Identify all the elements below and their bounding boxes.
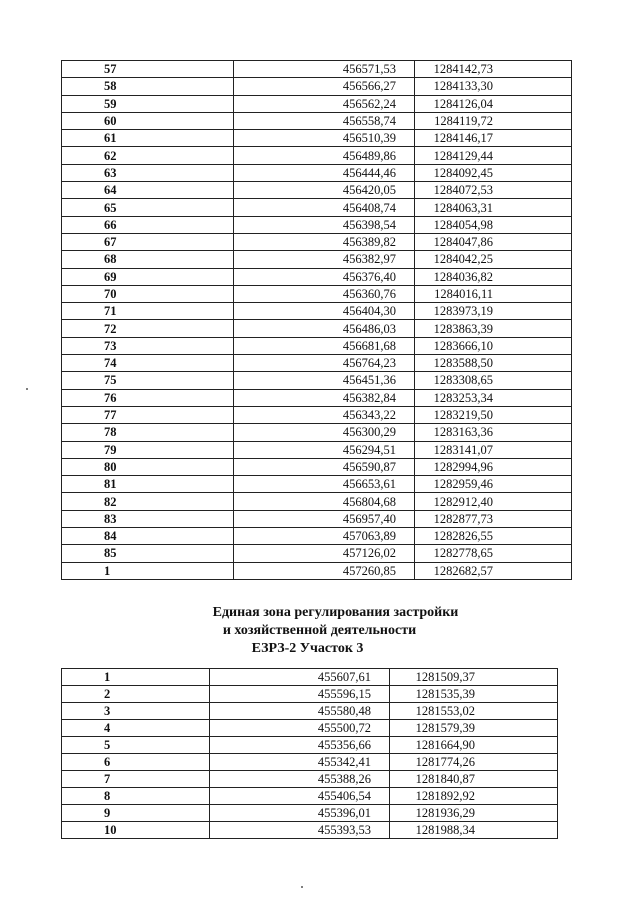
coordinates-table-2 [61, 668, 558, 839]
point-number-cell: 9 [62, 805, 210, 822]
x-coordinate-cell: 455393,53 [210, 822, 390, 839]
point-number-cell: 76 [62, 389, 234, 406]
y-coordinate-cell: 1283141,07 [415, 441, 572, 458]
point-number-cell: 72 [62, 320, 234, 337]
table-row [62, 805, 558, 822]
y-coordinate-cell: 1284016,11 [415, 285, 572, 302]
point-number-cell: 79 [62, 441, 234, 458]
table-row [62, 233, 572, 250]
section-heading-line-1: Единая зона регулирования застройки [212, 605, 459, 620]
coordinates-table-2-body [62, 669, 558, 839]
x-coordinate-cell: 457126,02 [234, 545, 415, 562]
table-row [62, 476, 572, 493]
x-coordinate-cell: 456558,74 [234, 112, 415, 129]
table-row [62, 372, 572, 389]
point-number-cell: 67 [62, 233, 234, 250]
y-coordinate-cell: 1283163,36 [415, 424, 572, 441]
y-coordinate-cell: 1282682,57 [415, 562, 572, 579]
point-number-cell: 82 [62, 493, 234, 510]
table-row [62, 389, 572, 406]
y-coordinate-cell: 1282826,55 [415, 528, 572, 545]
point-number-cell: 61 [62, 130, 234, 147]
table-row [62, 822, 558, 839]
point-number-cell: 58 [62, 78, 234, 95]
point-number-cell: 84 [62, 528, 234, 545]
x-coordinate-cell: 456562,24 [234, 95, 415, 112]
y-coordinate-cell: 1283973,19 [415, 303, 572, 320]
y-coordinate-cell: 1282994,96 [415, 458, 572, 475]
point-number-cell: 6 [62, 754, 210, 771]
x-coordinate-cell: 456653,61 [234, 476, 415, 493]
x-coordinate-cell: 456510,39 [234, 130, 415, 147]
point-number-cell: 80 [62, 458, 234, 475]
point-number-cell: 1 [62, 669, 210, 686]
point-number-cell: 74 [62, 355, 234, 372]
x-coordinate-cell: 456300,29 [234, 424, 415, 441]
x-coordinate-cell: 456343,22 [234, 406, 415, 423]
x-coordinate-cell: 456408,74 [234, 199, 415, 216]
y-coordinate-cell: 1281936,29 [390, 805, 558, 822]
table-row [62, 424, 572, 441]
y-coordinate-cell: 1283666,10 [415, 337, 572, 354]
y-coordinate-cell: 1283588,50 [415, 355, 572, 372]
y-coordinate-cell: 1284126,04 [415, 95, 572, 112]
table-row [62, 720, 558, 737]
y-coordinate-cell: 1283219,50 [415, 406, 572, 423]
point-number-cell: 81 [62, 476, 234, 493]
table-row [62, 355, 572, 372]
x-coordinate-cell: 456389,82 [234, 233, 415, 250]
y-coordinate-cell: 1283863,39 [415, 320, 572, 337]
point-number-cell: 1 [62, 562, 234, 579]
table-row [62, 528, 572, 545]
point-number-cell: 71 [62, 303, 234, 320]
y-coordinate-cell: 1284119,72 [415, 112, 572, 129]
point-number-cell: 2 [62, 686, 210, 703]
x-coordinate-cell: 456382,84 [234, 389, 415, 406]
x-coordinate-cell: 456360,76 [234, 285, 415, 302]
x-coordinate-cell: 456486,03 [234, 320, 415, 337]
point-number-cell: 7 [62, 771, 210, 788]
x-coordinate-cell: 457260,85 [234, 562, 415, 579]
table-row [62, 754, 558, 771]
y-coordinate-cell: 1281579,39 [390, 720, 558, 737]
y-coordinate-cell: 1284129,44 [415, 147, 572, 164]
table-row [62, 562, 572, 579]
y-coordinate-cell: 1284146,17 [415, 130, 572, 147]
y-coordinate-cell: 1284092,45 [415, 164, 572, 181]
coordinates-table-1 [61, 60, 572, 580]
x-coordinate-cell: 456957,40 [234, 510, 415, 527]
y-coordinate-cell: 1281509,37 [390, 669, 558, 686]
x-coordinate-cell: 457063,89 [234, 528, 415, 545]
table-row [62, 406, 572, 423]
x-coordinate-cell: 456590,87 [234, 458, 415, 475]
y-coordinate-cell: 1281535,39 [390, 686, 558, 703]
y-coordinate-cell: 1281840,87 [390, 771, 558, 788]
table-row [62, 703, 558, 720]
x-coordinate-cell: 455607,61 [210, 669, 390, 686]
point-number-cell: 73 [62, 337, 234, 354]
table-row [62, 788, 558, 805]
table-row [62, 771, 558, 788]
x-coordinate-cell: 456764,23 [234, 355, 415, 372]
y-coordinate-cell: 1282959,46 [415, 476, 572, 493]
table-row [62, 130, 572, 147]
table-row [62, 669, 558, 686]
point-number-cell: 8 [62, 788, 210, 805]
point-number-cell: 4 [62, 720, 210, 737]
point-number-cell: 75 [62, 372, 234, 389]
y-coordinate-cell: 1284142,73 [415, 61, 572, 78]
point-number-cell: 85 [62, 545, 234, 562]
y-coordinate-cell: 1284054,98 [415, 216, 572, 233]
section-heading-line-3: ЕЗРЗ-2 Участок 3 [251, 641, 364, 656]
point-number-cell: 64 [62, 182, 234, 199]
table-row [62, 686, 558, 703]
y-coordinate-cell: 1284133,30 [415, 78, 572, 95]
table-row [62, 95, 572, 112]
y-coordinate-cell: 1281664,90 [390, 737, 558, 754]
point-number-cell: 83 [62, 510, 234, 527]
table-row [62, 268, 572, 285]
x-coordinate-cell: 456571,53 [234, 61, 415, 78]
y-coordinate-cell: 1284063,31 [415, 199, 572, 216]
table-row [62, 147, 572, 164]
x-coordinate-cell: 455342,41 [210, 754, 390, 771]
y-coordinate-cell: 1283308,65 [415, 372, 572, 389]
x-coordinate-cell: 456804,68 [234, 493, 415, 510]
x-coordinate-cell: 456294,51 [234, 441, 415, 458]
point-number-cell: 62 [62, 147, 234, 164]
y-coordinate-cell: 1281774,26 [390, 754, 558, 771]
y-coordinate-cell: 1284036,82 [415, 268, 572, 285]
table-row [62, 737, 558, 754]
table-row [62, 61, 572, 78]
x-coordinate-cell: 456489,86 [234, 147, 415, 164]
table-row [62, 78, 572, 95]
y-coordinate-cell: 1284047,86 [415, 233, 572, 250]
y-coordinate-cell: 1283253,34 [415, 389, 572, 406]
table-row [62, 199, 572, 216]
x-coordinate-cell: 456382,97 [234, 251, 415, 268]
y-coordinate-cell: 1282912,40 [415, 493, 572, 510]
section-heading-line-2: и хозяйственной деятельности [222, 623, 417, 638]
y-coordinate-cell: 1281553,02 [390, 703, 558, 720]
y-coordinate-cell: 1284042,25 [415, 251, 572, 268]
point-number-cell: 63 [62, 164, 234, 181]
table-row [62, 112, 572, 129]
x-coordinate-cell: 455396,01 [210, 805, 390, 822]
table-row [62, 164, 572, 181]
x-coordinate-cell: 456566,27 [234, 78, 415, 95]
point-number-cell: 57 [62, 61, 234, 78]
table-row [62, 182, 572, 199]
table-row [62, 251, 572, 268]
point-number-cell: 68 [62, 251, 234, 268]
point-number-cell: 69 [62, 268, 234, 285]
point-number-cell: 78 [62, 424, 234, 441]
y-coordinate-cell: 1281892,92 [390, 788, 558, 805]
table-row [62, 493, 572, 510]
x-coordinate-cell: 456420,05 [234, 182, 415, 199]
x-coordinate-cell: 455596,15 [210, 686, 390, 703]
scan-speck [26, 388, 28, 390]
x-coordinate-cell: 456444,46 [234, 164, 415, 181]
point-number-cell: 59 [62, 95, 234, 112]
table-row [62, 285, 572, 302]
point-number-cell: 3 [62, 703, 210, 720]
scan-speck [301, 886, 303, 888]
point-number-cell: 65 [62, 199, 234, 216]
x-coordinate-cell: 456404,30 [234, 303, 415, 320]
table-row [62, 441, 572, 458]
x-coordinate-cell: 456681,68 [234, 337, 415, 354]
point-number-cell: 60 [62, 112, 234, 129]
x-coordinate-cell: 455406,54 [210, 788, 390, 805]
y-coordinate-cell: 1281988,34 [390, 822, 558, 839]
table-row [62, 510, 572, 527]
x-coordinate-cell: 456451,36 [234, 372, 415, 389]
y-coordinate-cell: 1284072,53 [415, 182, 572, 199]
point-number-cell: 77 [62, 406, 234, 423]
table-row [62, 337, 572, 354]
table-row [62, 320, 572, 337]
x-coordinate-cell: 455500,72 [210, 720, 390, 737]
table-row [62, 216, 572, 233]
x-coordinate-cell: 455356,66 [210, 737, 390, 754]
point-number-cell: 66 [62, 216, 234, 233]
point-number-cell: 10 [62, 822, 210, 839]
point-number-cell: 70 [62, 285, 234, 302]
y-coordinate-cell: 1282877,73 [415, 510, 572, 527]
x-coordinate-cell: 456398,54 [234, 216, 415, 233]
table-row [62, 458, 572, 475]
point-number-cell: 5 [62, 737, 210, 754]
x-coordinate-cell: 456376,40 [234, 268, 415, 285]
coordinates-table-1-body [62, 61, 572, 580]
y-coordinate-cell: 1282778,65 [415, 545, 572, 562]
table-row [62, 545, 572, 562]
table-row [62, 303, 572, 320]
x-coordinate-cell: 455580,48 [210, 703, 390, 720]
x-coordinate-cell: 455388,26 [210, 771, 390, 788]
